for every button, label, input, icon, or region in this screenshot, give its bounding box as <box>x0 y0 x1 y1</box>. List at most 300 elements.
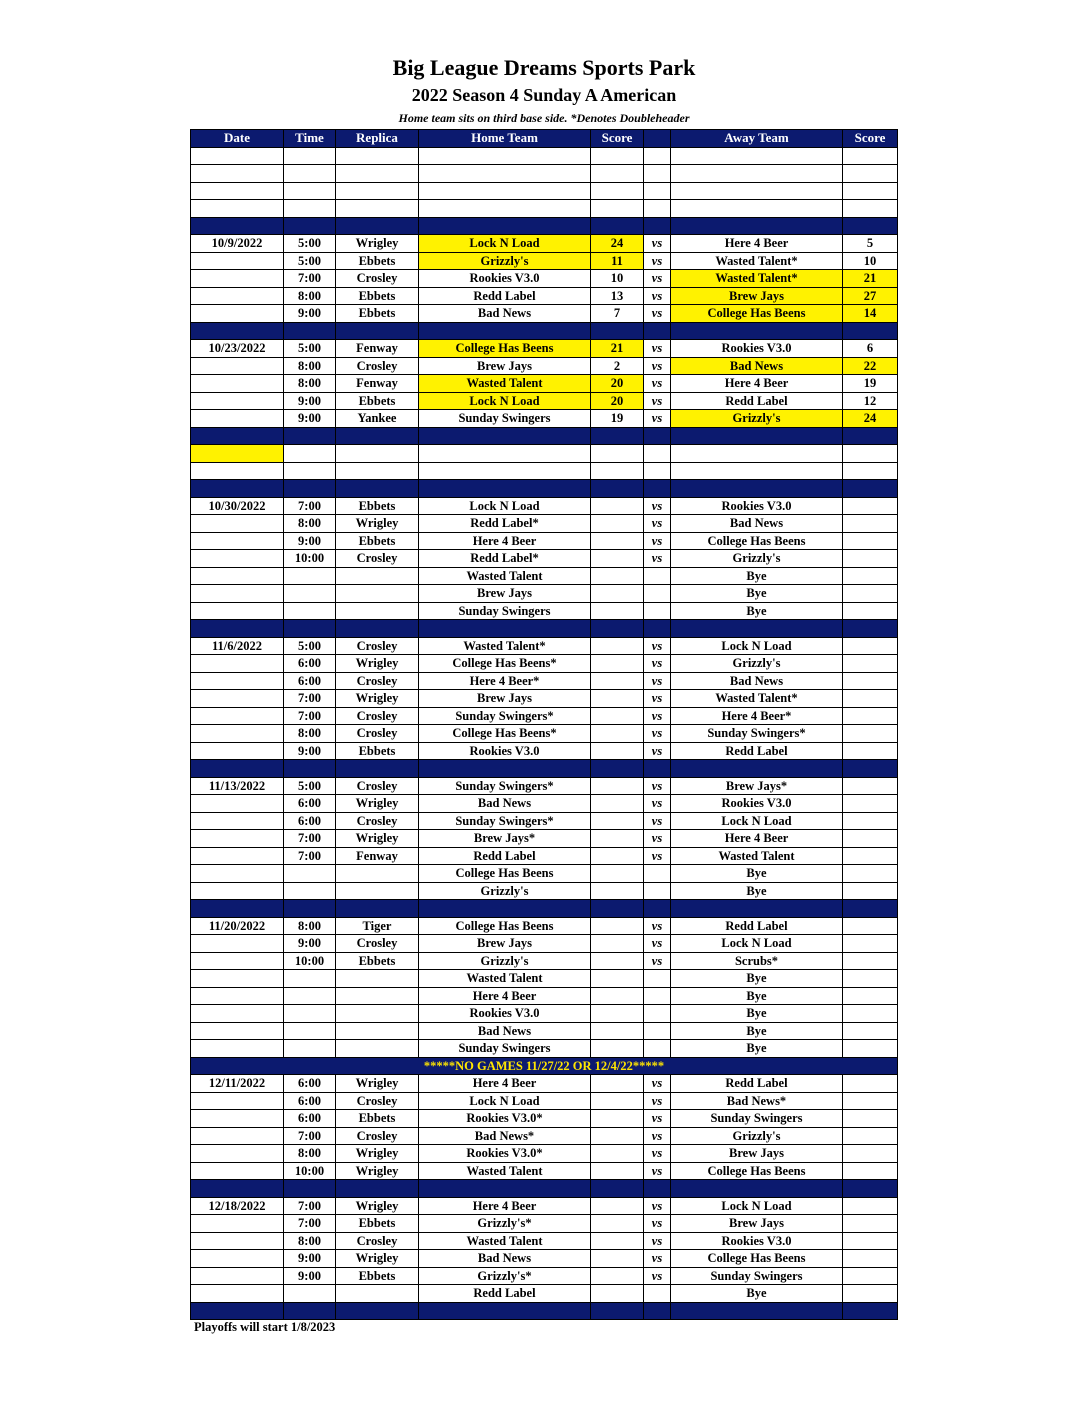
empty-cell <box>644 200 671 218</box>
empty-cell <box>191 462 284 480</box>
date-cell <box>191 1040 284 1058</box>
date-cell <box>191 392 284 410</box>
week-separator <box>191 620 898 638</box>
game-row <box>191 1092 898 1110</box>
no-games-banner: *****NO GAMES 11/27/22 OR 12/4/22***** <box>191 1057 898 1075</box>
away-score-cell <box>843 1267 898 1285</box>
time-cell: 8:00 <box>284 375 336 393</box>
home-score-cell <box>591 970 644 988</box>
empty-cell <box>336 165 419 183</box>
game-row <box>191 410 898 428</box>
date-cell <box>191 1215 284 1233</box>
game-row <box>191 812 898 830</box>
home-team-cell: Here 4 Beer* <box>419 672 591 690</box>
game-row <box>191 1022 898 1040</box>
home-team-cell: Brew Jays <box>419 935 591 953</box>
game-row <box>191 987 898 1005</box>
away-score-cell <box>843 1232 898 1250</box>
replica-cell: Crosley <box>336 1127 419 1145</box>
home-score-cell: 2 <box>591 357 644 375</box>
home-score-cell <box>591 1040 644 1058</box>
replica-cell <box>336 987 419 1005</box>
game-row <box>191 1005 898 1023</box>
empty-cell <box>419 182 591 200</box>
replica-cell: Crosley <box>336 550 419 568</box>
replica-cell: Crosley <box>336 637 419 655</box>
date-cell <box>191 585 284 603</box>
home-score-cell: 19 <box>591 410 644 428</box>
home-score-cell <box>591 847 644 865</box>
game-row <box>191 340 898 358</box>
vs-cell: vs <box>644 795 671 813</box>
home-team-cell: Rookies V3.0 <box>419 1005 591 1023</box>
home-team-cell: College Has Beens <box>419 340 591 358</box>
game-row <box>191 1267 898 1285</box>
away-team-cell: College Has Beens <box>671 1162 843 1180</box>
time-cell: 8:00 <box>284 1145 336 1163</box>
replica-cell: Wrigley <box>336 830 419 848</box>
home-score-cell <box>591 1145 644 1163</box>
separator-cell <box>843 760 898 778</box>
blank-row <box>191 445 898 463</box>
game-row <box>191 287 898 305</box>
away-team-cell: Rookies V3.0 <box>671 1232 843 1250</box>
separator-cell <box>591 620 644 638</box>
empty-cell <box>644 147 671 165</box>
home-team-cell: Here 4 Beer <box>419 1197 591 1215</box>
separator-cell <box>284 427 336 445</box>
date-cell: 11/20/2022 <box>191 917 284 935</box>
game-row <box>191 270 898 288</box>
away-score-cell <box>843 882 898 900</box>
vs-cell: vs <box>644 1215 671 1233</box>
home-score-cell <box>591 1215 644 1233</box>
page-title: Big League Dreams Sports Park <box>392 55 696 80</box>
separator-cell <box>191 620 284 638</box>
game-row <box>191 392 898 410</box>
away-team-cell: Bad News <box>671 515 843 533</box>
away-score-cell <box>843 917 898 935</box>
home-score-cell <box>591 935 644 953</box>
away-team-cell: Bye <box>671 567 843 585</box>
separator-cell <box>191 322 284 340</box>
separator-cell <box>191 1180 284 1198</box>
away-score-cell <box>843 795 898 813</box>
vs-cell: vs <box>644 340 671 358</box>
separator-cell <box>419 1302 591 1320</box>
away-team-cell: Brew Jays <box>671 1215 843 1233</box>
time-cell: 10:00 <box>284 550 336 568</box>
replica-cell: Ebbets <box>336 497 419 515</box>
away-team-cell: Wasted Talent <box>671 847 843 865</box>
separator-cell <box>843 480 898 498</box>
vs-cell: vs <box>644 252 671 270</box>
time-cell: 10:00 <box>284 952 336 970</box>
home-team-cell: Sunday Swingers <box>419 602 591 620</box>
separator-cell <box>419 322 591 340</box>
away-score-cell <box>843 637 898 655</box>
away-team-cell: College Has Beens <box>671 532 843 550</box>
away-score-cell: 14 <box>843 305 898 323</box>
game-row <box>191 585 898 603</box>
vs-cell: vs <box>644 1267 671 1285</box>
week-separator <box>191 217 898 235</box>
date-cell <box>191 672 284 690</box>
home-score-cell <box>591 550 644 568</box>
replica-cell: Fenway <box>336 340 419 358</box>
time-cell: 6:00 <box>284 1075 336 1093</box>
away-score-cell: 21 <box>843 270 898 288</box>
replica-cell: Crosley <box>336 357 419 375</box>
game-row <box>191 882 898 900</box>
empty-cell <box>843 462 898 480</box>
separator-cell <box>671 1302 843 1320</box>
date-cell <box>191 655 284 673</box>
away-score-cell <box>843 550 898 568</box>
home-team-cell: Bad News <box>419 1022 591 1040</box>
empty-cell <box>843 165 898 183</box>
empty-cell <box>671 462 843 480</box>
replica-cell: Ebbets <box>336 1110 419 1128</box>
game-row <box>191 725 898 743</box>
away-team-cell: Wasted Talent* <box>671 690 843 708</box>
date-cell: 12/18/2022 <box>191 1197 284 1215</box>
replica-cell <box>336 567 419 585</box>
home-score-cell <box>591 1197 644 1215</box>
time-cell: 8:00 <box>284 515 336 533</box>
home-team-cell: Redd Label <box>419 287 591 305</box>
week-separator <box>191 900 898 918</box>
date-cell <box>191 847 284 865</box>
replica-cell: Yankee <box>336 410 419 428</box>
date-cell <box>191 707 284 725</box>
home-team-cell: Wasted Talent <box>419 375 591 393</box>
separator-cell <box>336 1180 419 1198</box>
away-score-cell <box>843 690 898 708</box>
away-team-cell: Brew Jays* <box>671 777 843 795</box>
replica-cell: Crosley <box>336 270 419 288</box>
replica-cell: Wrigley <box>336 795 419 813</box>
vs-cell: vs <box>644 1075 671 1093</box>
away-team-cell: Here 4 Beer* <box>671 707 843 725</box>
week-separator <box>191 1302 898 1320</box>
away-team-cell: Sunday Swingers <box>671 1110 843 1128</box>
game-row <box>191 935 898 953</box>
home-score-cell <box>591 742 644 760</box>
game-row <box>191 707 898 725</box>
away-score-cell <box>843 532 898 550</box>
date-cell <box>191 357 284 375</box>
empty-cell <box>644 182 671 200</box>
game-row <box>191 1215 898 1233</box>
away-score-cell <box>843 1127 898 1145</box>
replica-cell <box>336 970 419 988</box>
separator-cell <box>419 620 591 638</box>
game-row <box>191 1285 898 1303</box>
home-score-cell <box>591 1285 644 1303</box>
home-score-cell <box>591 830 644 848</box>
game-row <box>191 357 898 375</box>
away-team-cell: Lock N Load <box>671 812 843 830</box>
away-team-cell: Bad News <box>671 357 843 375</box>
date-cell: 10/30/2022 <box>191 497 284 515</box>
empty-cell <box>843 147 898 165</box>
header-home-team: Home Team <box>419 130 591 148</box>
vs-cell <box>644 987 671 1005</box>
separator-cell <box>191 480 284 498</box>
game-row <box>191 1145 898 1163</box>
separator-cell <box>284 760 336 778</box>
vs-cell: vs <box>644 515 671 533</box>
away-team-cell: Redd Label <box>671 1075 843 1093</box>
separator-cell <box>419 480 591 498</box>
home-score-cell <box>591 1005 644 1023</box>
game-row <box>191 690 898 708</box>
away-score-cell <box>843 987 898 1005</box>
empty-cell <box>284 165 336 183</box>
replica-cell: Wrigley <box>336 1162 419 1180</box>
empty-cell <box>419 445 591 463</box>
home-team-cell: Bad News <box>419 305 591 323</box>
home-score-cell <box>591 1127 644 1145</box>
game-row <box>191 375 898 393</box>
vs-cell <box>644 970 671 988</box>
schedule-table <box>190 129 898 1320</box>
away-score-cell: 22 <box>843 357 898 375</box>
home-score-cell <box>591 1232 644 1250</box>
header-away-team: Away Team <box>671 130 843 148</box>
game-row <box>191 602 898 620</box>
replica-cell: Wrigley <box>336 690 419 708</box>
time-cell <box>284 585 336 603</box>
schedule-body <box>191 147 898 1320</box>
home-team-cell: Redd Label <box>419 847 591 865</box>
date-cell: 12/11/2022 <box>191 1075 284 1093</box>
separator-cell <box>671 900 843 918</box>
home-score-cell: 13 <box>591 287 644 305</box>
separator-cell <box>644 217 671 235</box>
empty-cell <box>671 165 843 183</box>
home-score-cell <box>591 795 644 813</box>
time-cell: 7:00 <box>284 1215 336 1233</box>
replica-cell: Crosley <box>336 1092 419 1110</box>
empty-cell <box>591 462 644 480</box>
vs-cell <box>644 882 671 900</box>
vs-cell <box>644 567 671 585</box>
game-row <box>191 1162 898 1180</box>
away-team-cell: Grizzly's <box>671 550 843 568</box>
replica-cell: Crosley <box>336 812 419 830</box>
home-team-cell: College Has Beens* <box>419 655 591 673</box>
vs-cell: vs <box>644 917 671 935</box>
date-cell <box>191 795 284 813</box>
home-team-cell: Brew Jays <box>419 690 591 708</box>
date-cell <box>191 252 284 270</box>
empty-cell <box>336 147 419 165</box>
away-score-cell <box>843 777 898 795</box>
replica-cell: Ebbets <box>336 952 419 970</box>
empty-cell <box>591 445 644 463</box>
home-team-cell: Grizzly's <box>419 952 591 970</box>
date-cell <box>191 865 284 883</box>
away-score-cell: 24 <box>843 410 898 428</box>
away-score-cell: 19 <box>843 375 898 393</box>
home-team-cell: Bad News <box>419 1250 591 1268</box>
separator-cell <box>336 1302 419 1320</box>
header-replica: Replica <box>336 130 419 148</box>
home-team-cell: Bad News <box>419 795 591 813</box>
away-team-cell: Bye <box>671 970 843 988</box>
away-team-cell: Brew Jays <box>671 287 843 305</box>
blank-row <box>191 200 898 218</box>
empty-cell <box>284 462 336 480</box>
home-team-cell: Wasted Talent <box>419 1162 591 1180</box>
vs-cell: vs <box>644 672 671 690</box>
replica-cell: Ebbets <box>336 287 419 305</box>
time-cell: 6:00 <box>284 672 336 690</box>
time-cell: 6:00 <box>284 812 336 830</box>
vs-cell: vs <box>644 497 671 515</box>
time-cell <box>284 1005 336 1023</box>
empty-cell <box>284 182 336 200</box>
replica-cell: Tiger <box>336 917 419 935</box>
home-score-cell <box>591 1022 644 1040</box>
separator-cell <box>671 480 843 498</box>
vs-cell: vs <box>644 1145 671 1163</box>
game-row <box>191 830 898 848</box>
home-score-cell: 20 <box>591 375 644 393</box>
home-team-cell: Grizzly's <box>419 882 591 900</box>
time-cell <box>284 1022 336 1040</box>
away-score-cell <box>843 1197 898 1215</box>
time-cell <box>284 882 336 900</box>
date-cell <box>191 1110 284 1128</box>
replica-cell: Crosley <box>336 672 419 690</box>
away-team-cell: Grizzly's <box>671 1127 843 1145</box>
header-date: Date <box>191 130 284 148</box>
home-score-cell <box>591 725 644 743</box>
replica-cell <box>336 585 419 603</box>
date-cell <box>191 515 284 533</box>
time-cell: 9:00 <box>284 935 336 953</box>
vs-cell: vs <box>644 1197 671 1215</box>
home-score-cell: 11 <box>591 252 644 270</box>
time-cell: 8:00 <box>284 917 336 935</box>
away-team-cell: Lock N Load <box>671 935 843 953</box>
separator-cell <box>336 480 419 498</box>
time-cell: 8:00 <box>284 1232 336 1250</box>
game-row <box>191 1040 898 1058</box>
game-row <box>191 865 898 883</box>
separator-cell <box>591 322 644 340</box>
separator-cell <box>191 1302 284 1320</box>
vs-cell: vs <box>644 707 671 725</box>
separator-cell <box>591 427 644 445</box>
vs-cell: vs <box>644 532 671 550</box>
vs-cell: vs <box>644 550 671 568</box>
away-team-cell: Wasted Talent* <box>671 252 843 270</box>
date-cell <box>191 1267 284 1285</box>
vs-cell: vs <box>644 270 671 288</box>
game-row <box>191 1127 898 1145</box>
separator-cell <box>419 217 591 235</box>
time-cell: 5:00 <box>284 777 336 795</box>
separator-cell <box>843 217 898 235</box>
date-cell <box>191 882 284 900</box>
vs-cell <box>644 602 671 620</box>
home-score-cell <box>591 882 644 900</box>
separator-cell <box>644 620 671 638</box>
separator-cell <box>336 760 419 778</box>
separator-cell <box>284 480 336 498</box>
separator-cell <box>591 480 644 498</box>
away-team-cell: Redd Label <box>671 917 843 935</box>
away-score-cell <box>843 672 898 690</box>
game-row <box>191 305 898 323</box>
vs-cell: vs <box>644 742 671 760</box>
time-cell <box>284 1285 336 1303</box>
replica-cell: Fenway <box>336 375 419 393</box>
header-vs <box>644 130 671 148</box>
home-score-cell <box>591 707 644 725</box>
blank-row <box>191 182 898 200</box>
separator-cell <box>419 1180 591 1198</box>
week-separator <box>191 322 898 340</box>
away-score-cell: 12 <box>843 392 898 410</box>
home-score-cell <box>591 1075 644 1093</box>
empty-cell <box>644 462 671 480</box>
date-cell <box>191 1250 284 1268</box>
time-cell: 9:00 <box>284 410 336 428</box>
game-row <box>191 795 898 813</box>
game-row <box>191 1110 898 1128</box>
separator-cell <box>284 1302 336 1320</box>
time-cell: 6:00 <box>284 795 336 813</box>
away-team-cell: Redd Label <box>671 392 843 410</box>
home-score-cell <box>591 515 644 533</box>
empty-cell <box>591 200 644 218</box>
footer-note: Playoffs will start 1/8/2023 <box>194 1320 336 1334</box>
replica-cell: Ebbets <box>336 532 419 550</box>
home-score-cell <box>591 690 644 708</box>
home-team-cell: Wasted Talent <box>419 567 591 585</box>
home-score-cell <box>591 532 644 550</box>
replica-cell <box>336 882 419 900</box>
time-cell <box>284 987 336 1005</box>
vs-cell: vs <box>644 1232 671 1250</box>
away-team-cell: Brew Jays <box>671 1145 843 1163</box>
game-row <box>191 952 898 970</box>
empty-cell <box>336 182 419 200</box>
away-team-cell: Lock N Load <box>671 1197 843 1215</box>
separator-cell <box>191 217 284 235</box>
home-team-cell: Lock N Load <box>419 392 591 410</box>
home-team-cell: Wasted Talent <box>419 970 591 988</box>
empty-cell <box>843 182 898 200</box>
game-row <box>191 917 898 935</box>
away-score-cell <box>843 1092 898 1110</box>
time-cell: 5:00 <box>284 340 336 358</box>
date-cell <box>191 742 284 760</box>
replica-cell <box>336 602 419 620</box>
time-cell: 7:00 <box>284 830 336 848</box>
date-cell <box>191 567 284 585</box>
header-row <box>191 130 898 148</box>
home-team-cell: College Has Beens* <box>419 725 591 743</box>
home-team-cell: Rookies V3.0* <box>419 1145 591 1163</box>
game-row <box>191 1075 898 1093</box>
away-team-cell: Lock N Load <box>671 637 843 655</box>
